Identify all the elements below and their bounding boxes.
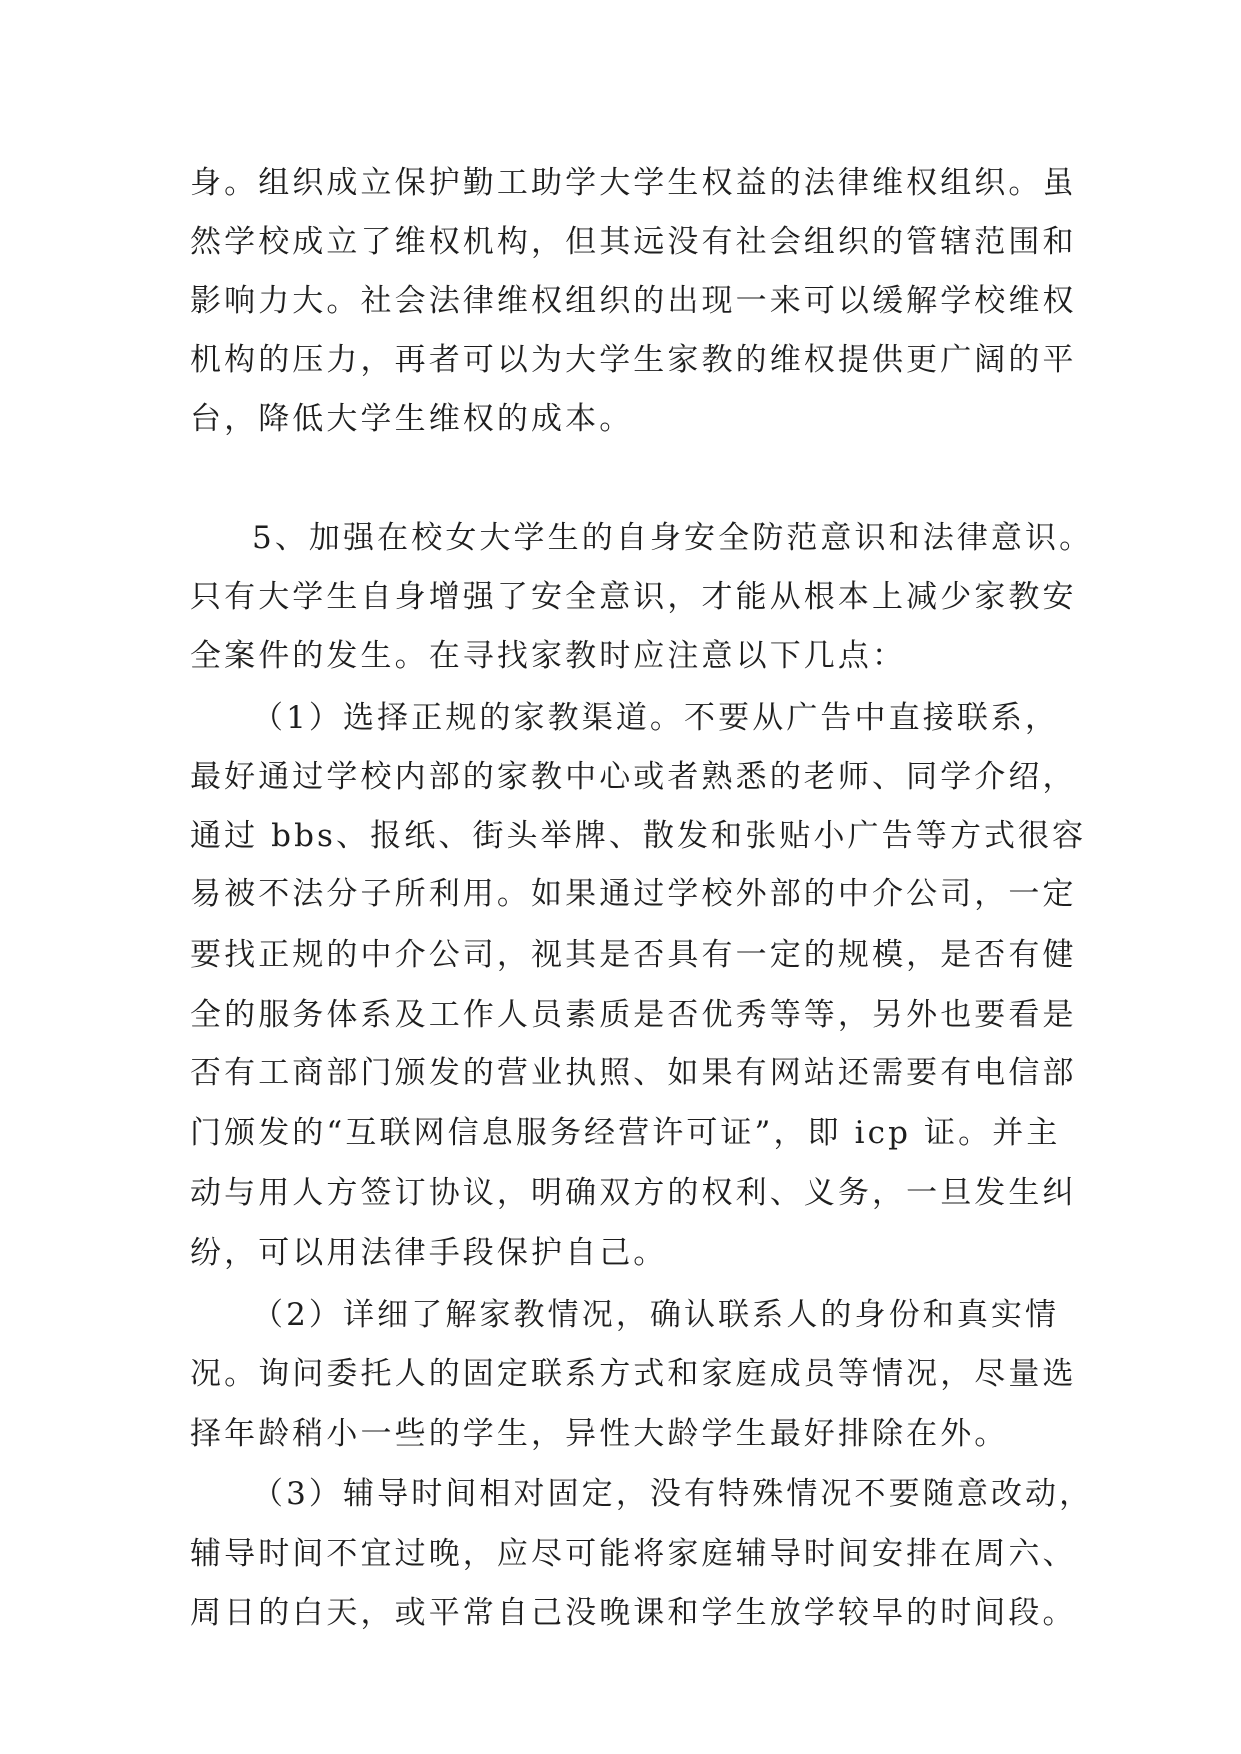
text-line: 机构的压力，再者可以为大学生家教的维权提供更广阔的平 <box>190 342 1077 378</box>
text-line: 只有大学生自身增强了安全意识，才能从根本上减少家教安 <box>190 579 1077 615</box>
text-line: 最好通过学校内部的家教中心或者熟悉的老师、同学介绍， <box>190 759 1077 795</box>
text-line: 要找正规的中介公司，视其是否具有一定的规模，是否有健 <box>190 937 1077 973</box>
text-line: 否有工商部门颁发的营业执照、如果有网站还需要有电信部 <box>190 1055 1077 1091</box>
section-heading-line: 5、加强在校女大学生的自身安全防范意识和法律意识。 <box>252 520 1094 556</box>
text-line: 门颁发的“互联网信息服务经营许可证”，即 icp 证。并主 <box>190 1115 1061 1151</box>
text-line: 身。组织成立保护勤工助学大学生权益的法律维权组织。虽 <box>190 165 1077 201</box>
text-line: 全的服务体系及工作人员素质是否优秀等等，另外也要看是 <box>190 997 1077 1033</box>
text-line: 影响力大。社会法律维权组织的出现一来可以缓解学校维权 <box>190 283 1077 319</box>
text-line: 周日的白天，或平常自己没晚课和学生放学较早的时间段。 <box>190 1595 1077 1631</box>
text-line: 动与用人方签订协议，明确双方的权利、义务，一旦发生纠 <box>190 1175 1077 1211</box>
text-line: 辅导时间不宜过晚，应尽可能将家庭辅导时间安排在周六、 <box>190 1536 1077 1572</box>
text-line: 然学校成立了维权机构，但其远没有社会组织的管辖范围和 <box>190 224 1077 260</box>
text-line: 易被不法分子所利用。如果通过学校外部的中介公司，一定 <box>190 876 1077 912</box>
text-line: 通过 bbs、报纸、街头举牌、散发和张贴小广告等方式很容 <box>190 818 1087 854</box>
list-item-line: （3）辅导时间相对固定，没有特殊情况不要随意改动， <box>252 1476 1094 1512</box>
list-item-line: （1）选择正规的家教渠道。不要从广告中直接联系， <box>252 700 1060 736</box>
text-line: 况。询问委托人的固定联系方式和家庭成员等情况，尽量选 <box>190 1356 1077 1392</box>
text-line: 择年龄稍小一些的学生，异性大龄学生最好排除在外。 <box>190 1416 1009 1452</box>
text-line: 纷，可以用法律手段保护自己。 <box>190 1235 668 1271</box>
text-line: 全案件的发生。在寻找家教时应注意以下几点： <box>190 638 907 674</box>
list-item-line: （2）详细了解家教情况，确认联系人的身份和真实情 <box>252 1297 1060 1333</box>
text-line: 台，降低大学生维权的成本。 <box>190 401 634 437</box>
